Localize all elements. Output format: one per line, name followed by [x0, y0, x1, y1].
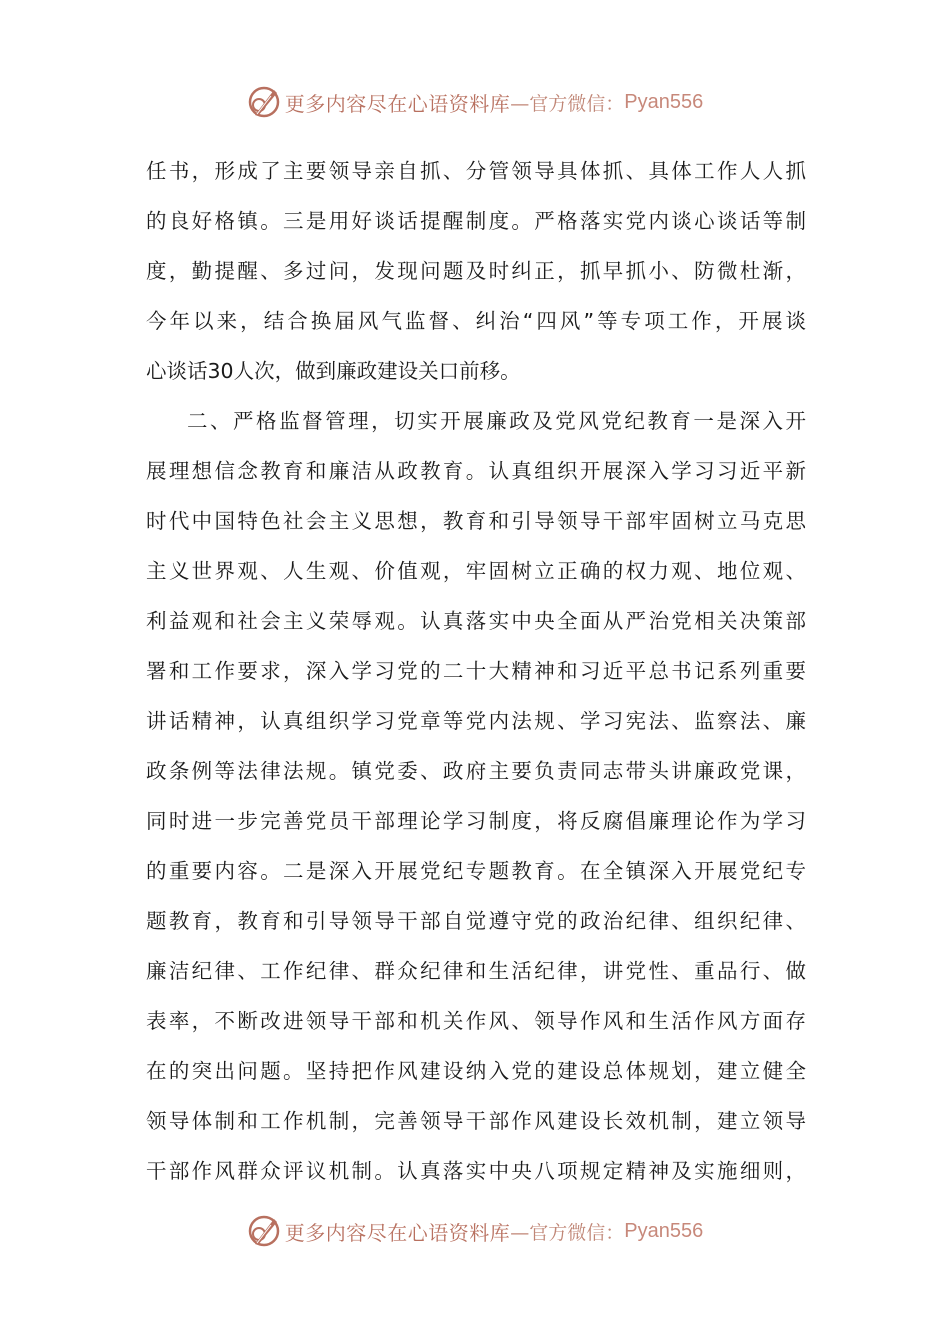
text-line: 的良好格镇。三是用好谈话提醒制度。严格落实党内谈心谈话等制	[146, 209, 806, 233]
text-line: 干部作风群众评议机制。认真落实中央八项规定精神及实施细则，	[146, 1159, 806, 1183]
text-line: 表率，不断改进领导干部和机关作风、领导作风和生活作风方面存	[146, 1009, 806, 1033]
text-line: 展理想信念教育和廉洁从政教育。认真组织开展深入学习习近平新	[146, 459, 806, 483]
watermark-brand: 更多内容尽在心语资料库	[284, 1220, 511, 1245]
watermark-wechat-id: Pyan556	[624, 1219, 704, 1242]
text-line: 在的突出问题。坚持把作风建设纳入党的建设总体规划，建立健全	[146, 1059, 806, 1083]
quill-logo-icon	[247, 1214, 281, 1248]
text-line: 今年以来，结合换届风气监督、纠治“四风”等专项工作，开展谈	[146, 309, 806, 333]
watermark-official-label: —官方微信：	[510, 1221, 625, 1244]
text-line: 讲话精神，认真组织学习党章等党内法规、学习宪法、监察法、廉	[146, 709, 806, 733]
header-watermark	[0, 80, 950, 124]
watermark-official-label: —官方微信：	[510, 92, 625, 115]
text-line: 领导体制和工作机制，完善领导干部作风建设长效机制，建立领导	[146, 1109, 806, 1133]
section-heading-line: 二、严格监督管理，切实开展廉政及党风党纪教育一是深入开	[187, 409, 806, 433]
text-line: 政条例等法律法规。镇党委、政府主要负责同志带头讲廉政党课，	[146, 759, 806, 783]
text-line: 主义世界观、人生观、价值观，牢固树立正确的权力观、地位观、	[146, 559, 806, 583]
text-line: 题教育，教育和引导领导干部自觉遵守党的政治纪律、组织纪律、	[146, 909, 806, 933]
text-line: 的重要内容。二是深入开展党纪专题教育。在全镇深入开展党纪专	[146, 859, 806, 883]
document-body	[146, 146, 806, 1196]
text-line: 同时进一步完善党员干部理论学习制度，将反腐倡廉理论作为学习	[146, 809, 806, 833]
footer-watermark	[0, 1209, 950, 1253]
watermark-wechat-id: Pyan556	[624, 90, 704, 113]
text-line: 廉洁纪律、工作纪律、群众纪律和生活纪律，讲党性、重品行、做	[146, 959, 806, 983]
watermark-brand: 更多内容尽在心语资料库	[284, 91, 511, 116]
text-line: 时代中国特色社会主义思想，教育和引导领导干部牢固树立马克思	[146, 509, 806, 533]
text-line: 度，勤提醒、多过问，发现问题及时纠正，抓早抓小、防微杜渐，	[146, 259, 806, 283]
text-line: 利益观和社会主义荣辱观。认真落实中央全面从严治党相关决策部	[146, 609, 806, 633]
text-line: 心谈话30人次，做到廉政建设关口前移。	[146, 359, 521, 383]
text-line: 任书，形成了主要领导亲自抓、分管领导具体抓、具体工作人人抓	[146, 159, 806, 183]
text-line: 署和工作要求，深入学习党的二十大精神和习近平总书记系列重要	[146, 659, 806, 683]
quill-logo-icon	[247, 85, 281, 119]
